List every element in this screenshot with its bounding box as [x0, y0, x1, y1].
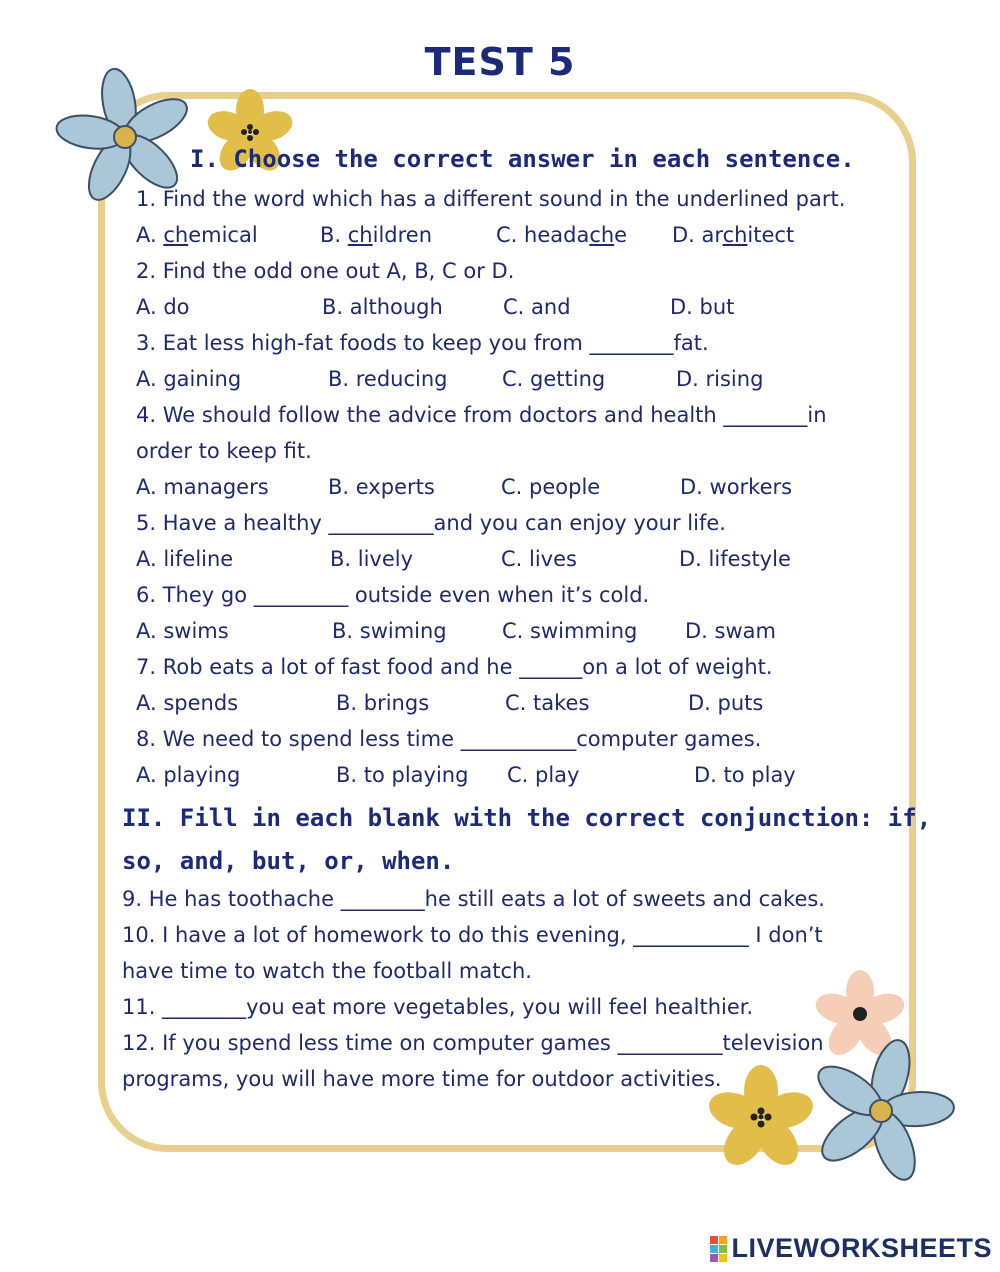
liveworksheets-logo[interactable] — [710, 1233, 992, 1264]
option-text: emical — [188, 223, 258, 247]
question-8-option-c[interactable]: C. play — [507, 763, 580, 787]
question-8-option-b[interactable]: B. to playing — [336, 763, 469, 787]
question-2-option-b[interactable]: B. although — [322, 295, 443, 319]
question-4-option-d[interactable]: D. workers — [680, 475, 793, 499]
option-text: A. — [136, 223, 164, 247]
question-4-option-c[interactable]: C. people — [501, 475, 601, 499]
option-text: B. — [320, 223, 348, 247]
question-4-option-b[interactable]: B. experts — [328, 475, 435, 499]
question-10-text: 10. I have a lot of homework to do this evening, ___________ I don’t — [122, 923, 823, 947]
question-11-text: 11. ________you eat more vegetables, you will feel healthier. — [122, 995, 754, 1019]
underlined-part: ch — [589, 223, 615, 247]
yellow-flower-icon — [706, 1064, 816, 1174]
option-text: e — [614, 223, 628, 247]
question-6-option-d[interactable]: D. swam — [685, 619, 776, 643]
question-1-stem: 1. Find the word which has a different sound in the underlined part. — [136, 187, 846, 211]
question-7-option-a[interactable]: A. spends — [136, 691, 239, 715]
question-1-option-b[interactable] — [320, 223, 432, 247]
question-3-option-b[interactable]: B. reducing — [328, 367, 448, 391]
question-9-text: 9. He has toothache ________he still eats a lot of sweets and cakes. — [122, 887, 825, 911]
underlined-part: ch — [347, 223, 373, 247]
question-12-text-continued: programs, you will have more time for outdoor activities. — [122, 1067, 722, 1091]
question-8-option-a[interactable]: A. playing — [136, 763, 241, 787]
question-3-option-d[interactable]: D. rising — [676, 367, 764, 391]
question-5-option-c[interactable]: C. lives — [501, 547, 577, 571]
question-6-option-a[interactable]: A. swims — [136, 619, 229, 643]
section-1-heading: I. Choose the correct answer in each sentence. — [190, 145, 855, 173]
question-3-stem: 3. Eat less high-fat foods to keep you from ________fat. — [136, 331, 709, 355]
question-7-option-b[interactable]: B. brings — [336, 691, 430, 715]
section-2-heading: II. Fill in each blank with the correct conjunction: if, — [122, 804, 932, 832]
question-7-stem: 7. Rob eats a lot of fast food and he ______on a lot of weight. — [136, 655, 773, 679]
question-4-option-a[interactable]: A. managers — [136, 475, 269, 499]
blue-flower-icon — [806, 1036, 956, 1186]
question-7-option-c[interactable]: C. takes — [505, 691, 590, 715]
question-8-stem: 8. We need to spend less time ___________computer games. — [136, 727, 762, 751]
question-4-stem-continued: order to keep fit. — [136, 439, 312, 463]
option-text: D. ar — [672, 223, 723, 247]
question-5-option-a[interactable]: A. lifeline — [136, 547, 234, 571]
underlined-part: ch — [722, 223, 748, 247]
question-5-stem: 5. Have a healthy __________and you can enjoy your life. — [136, 511, 726, 535]
question-7-option-d[interactable]: D. puts — [688, 691, 764, 715]
underlined-part: ch — [163, 223, 189, 247]
question-10-text-continued: have time to watch the football match. — [122, 959, 532, 983]
page-title: TEST 5 — [424, 40, 576, 84]
question-4-stem: 4. We should follow the advice from doctors and health ________in — [136, 403, 827, 427]
option-text: itect — [747, 223, 795, 247]
option-text: C. heada — [496, 223, 590, 247]
question-8-option-d[interactable]: D. to play — [694, 763, 796, 787]
question-5-option-b[interactable]: B. lively — [330, 547, 414, 571]
logo-mark-icon — [710, 1236, 727, 1262]
question-6-option-b[interactable]: B. swiming — [332, 619, 447, 643]
question-1-option-d[interactable] — [672, 223, 794, 247]
question-2-option-d[interactable]: D. but — [670, 295, 735, 319]
question-12-text: 12. If you spend less time on computer games __________television — [122, 1031, 824, 1055]
question-6-stem: 6. They go _________ outside even when it’s cold. — [136, 583, 650, 607]
question-1-option-c[interactable] — [496, 223, 627, 247]
question-2-option-a[interactable]: A. do — [136, 295, 190, 319]
section-2-heading-continued: so, and, but, or, when. — [122, 847, 455, 875]
question-6-option-c[interactable]: C. swimming — [502, 619, 638, 643]
question-3-option-a[interactable]: A. gaining — [136, 367, 242, 391]
question-1-option-a[interactable] — [136, 223, 258, 247]
question-2-stem: 2. Find the odd one out A, B, C or D. — [136, 259, 515, 283]
option-text: ildren — [372, 223, 433, 247]
question-5-option-d[interactable]: D. lifestyle — [679, 547, 791, 571]
logo-text: LIVEWORKSHEETS — [731, 1233, 992, 1263]
question-2-option-c[interactable]: C. and — [503, 295, 571, 319]
question-3-option-c[interactable]: C. getting — [502, 367, 606, 391]
